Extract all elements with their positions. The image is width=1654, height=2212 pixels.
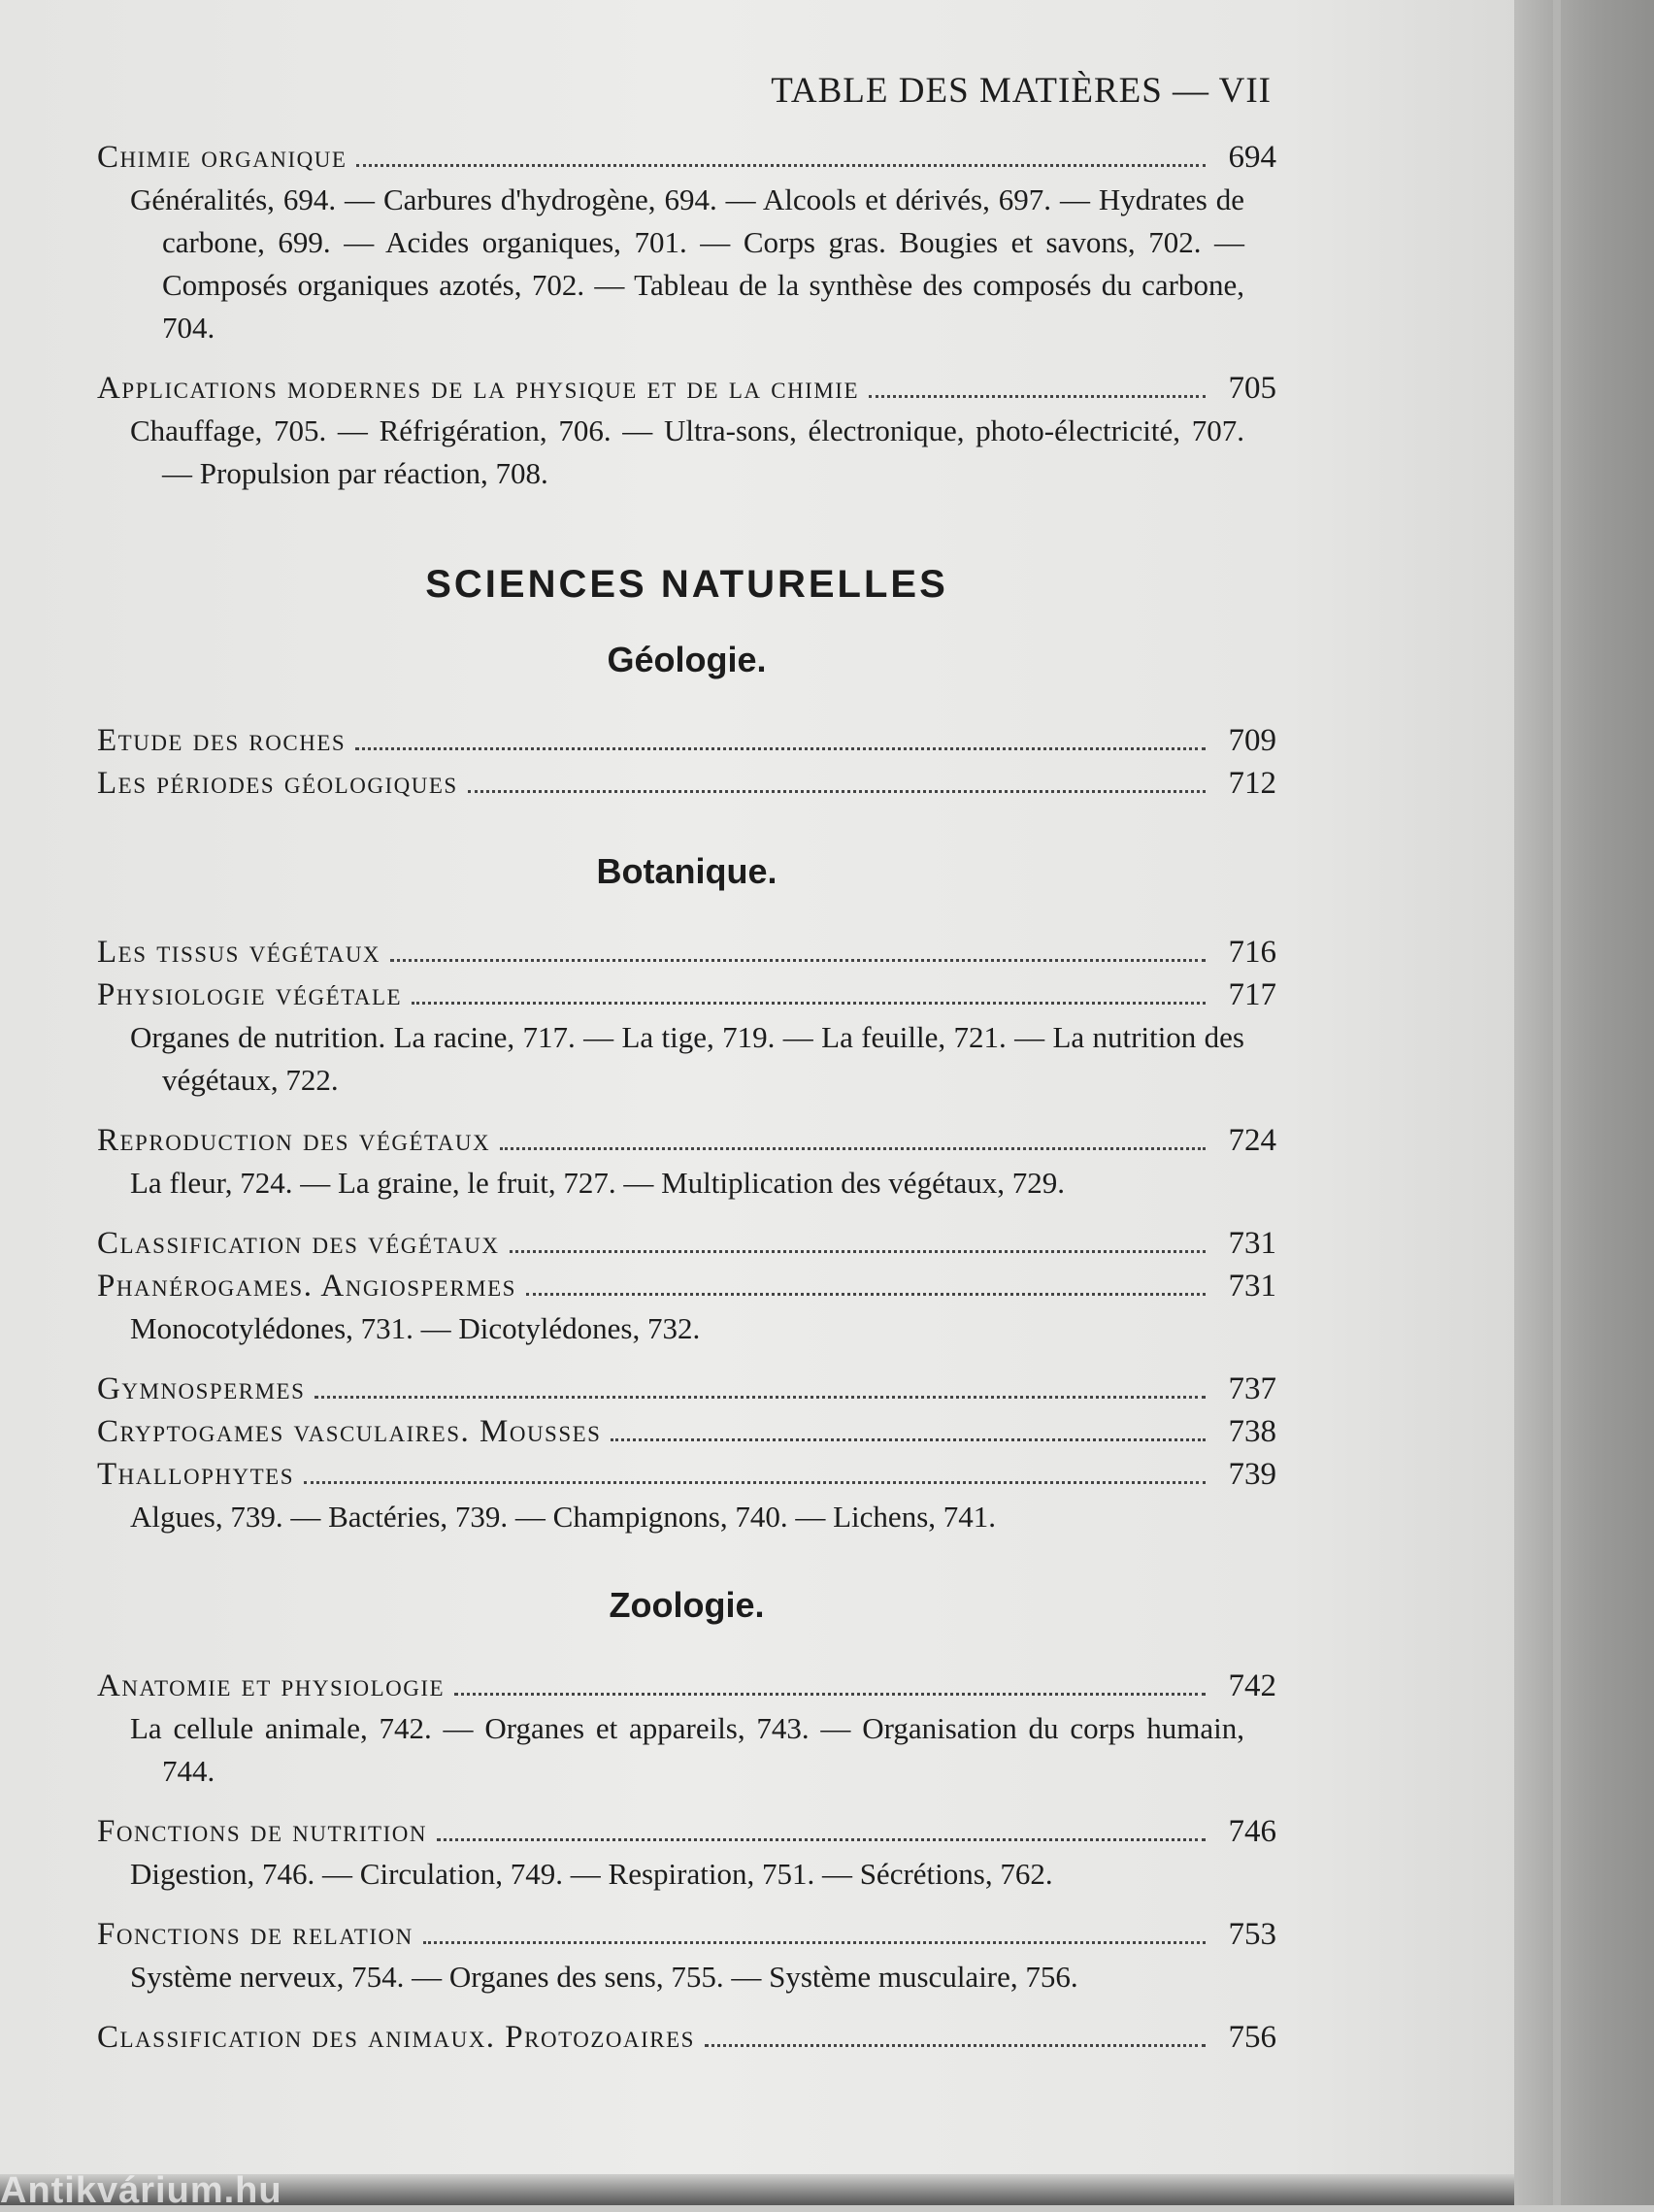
toc-entry bbox=[97, 1453, 1276, 1496]
entry-description: La fleur, 724. — La graine, le fruit, 727. — Multiplication des végétaux, 729. bbox=[130, 1166, 1065, 1200]
facing-page-edge bbox=[1514, 0, 1654, 2205]
page-number: 709 bbox=[1228, 723, 1276, 758]
page-number: 738 bbox=[1228, 1414, 1276, 1449]
dot-leader bbox=[526, 1293, 1206, 1296]
dot-leader bbox=[869, 395, 1206, 398]
table-of-contents bbox=[97, 136, 1276, 2059]
page-number: 746 bbox=[1228, 1814, 1276, 1849]
subsection-heading: Géologie. bbox=[607, 640, 767, 679]
page-number: 694 bbox=[1228, 140, 1276, 175]
page-number: 753 bbox=[1228, 1917, 1276, 1952]
toc-entry bbox=[97, 1913, 1276, 1956]
entry-title: Fonctions de nutrition bbox=[97, 1814, 427, 1849]
subsection-heading: Zoologie. bbox=[609, 1585, 765, 1625]
page-number: 717 bbox=[1228, 977, 1276, 1012]
entry-title: Etude des roches bbox=[97, 723, 347, 758]
toc-entry bbox=[97, 1810, 1276, 1853]
toc-entry bbox=[97, 931, 1276, 974]
entry-title: Classification des végétaux bbox=[97, 1226, 500, 1261]
page-number: 731 bbox=[1228, 1226, 1276, 1261]
toc-entry bbox=[97, 1410, 1276, 1453]
entry-description: Algues, 739. — Bactéries, 739. — Champignons, 740. — Lichens, 741. bbox=[130, 1500, 997, 1534]
entry-description: Système nerveux, 754. — Organes des sens, 755. — Système musculaire, 756. bbox=[130, 1960, 1078, 1994]
toc-entry bbox=[97, 1119, 1276, 1162]
page-number: 712 bbox=[1228, 766, 1276, 801]
entry-description: Généralités, 694. — Carbures d'hydrogène, 694. — Alcools et dérivés, 697. — Hydrates de carbone, 699. — Acides organiques, 701. — Corps gras. Bougies et savons, 702. — Composés organiques azotés, 702. — Tableau de la synthèse des composés du carbone, 704. bbox=[130, 182, 1244, 345]
entry-description: Organes de nutrition. La racine, 717. — La tige, 719. — La feuille, 721. — La nutrition des végétaux, 722. bbox=[130, 1020, 1244, 1097]
dot-leader bbox=[423, 1941, 1206, 1944]
entry-title: Physiologie végétale bbox=[97, 977, 403, 1012]
dot-leader bbox=[314, 1396, 1205, 1399]
page-number: 742 bbox=[1228, 1668, 1276, 1703]
entry-description: Digestion, 746. — Circulation, 749. — Respiration, 751. — Sécrétions, 762. bbox=[130, 1857, 1053, 1891]
toc-entry bbox=[97, 974, 1276, 1016]
entry-title: Chimie organique bbox=[97, 140, 347, 175]
page-fold-shadow bbox=[1553, 0, 1561, 2205]
dot-leader bbox=[355, 747, 1205, 750]
entry-title: Les tissus végétaux bbox=[97, 935, 381, 970]
running-head: TABLE DES MATIÈRES — VII bbox=[771, 71, 1272, 111]
page-number: 739 bbox=[1228, 1457, 1276, 1492]
page-number: 731 bbox=[1228, 1269, 1276, 1304]
toc-entry bbox=[97, 1265, 1276, 1307]
page-number: 705 bbox=[1228, 371, 1276, 406]
entry-title: Thallophytes bbox=[97, 1457, 294, 1492]
dot-leader bbox=[611, 1438, 1205, 1441]
entry-title: Gymnospermes bbox=[97, 1371, 306, 1406]
entry-title: Phanérogames. Angiospermes bbox=[97, 1269, 516, 1304]
entry-description: Chauffage, 705. — Réfrigération, 706. — Ultra-sons, électronique, photo-électricité, 707. — Propulsion par réaction, 708. bbox=[130, 413, 1244, 490]
page-number: 756 bbox=[1228, 2020, 1276, 2055]
toc-entry bbox=[97, 2016, 1276, 2059]
toc-entry bbox=[97, 762, 1276, 805]
toc-entry bbox=[97, 136, 1276, 179]
toc-entry bbox=[97, 1368, 1276, 1410]
toc-entry bbox=[97, 1222, 1276, 1265]
dot-leader bbox=[390, 959, 1205, 962]
dot-leader bbox=[500, 1147, 1205, 1150]
watermark: Antikvárium.hu bbox=[0, 2170, 282, 2211]
toc-entry bbox=[97, 719, 1276, 762]
entry-description: La cellule animale, 742. — Organes et appareils, 743. — Organisation du corps humain, 744. bbox=[130, 1711, 1244, 1788]
entry-title: Les périodes géologiques bbox=[97, 766, 458, 801]
subsection-heading: Botanique. bbox=[596, 851, 777, 891]
dot-leader bbox=[412, 1002, 1205, 1005]
entry-title: Classification des animaux. Protozoaires bbox=[97, 2020, 695, 2055]
page-number: 716 bbox=[1228, 935, 1276, 970]
dot-leader bbox=[705, 2044, 1206, 2047]
entry-title: Fonctions de relation bbox=[97, 1917, 414, 1952]
page-number: 724 bbox=[1228, 1123, 1276, 1158]
entry-title: Reproduction des végétaux bbox=[97, 1123, 491, 1158]
dot-leader bbox=[454, 1693, 1205, 1696]
toc-entry bbox=[97, 367, 1276, 410]
dot-leader bbox=[304, 1481, 1206, 1484]
dot-leader bbox=[510, 1250, 1206, 1253]
toc-entry bbox=[97, 1665, 1276, 1707]
dot-leader bbox=[356, 164, 1205, 167]
dot-leader bbox=[437, 1838, 1206, 1841]
section-heading: SCIENCES NATURELLES bbox=[425, 563, 948, 606]
entry-title: Anatomie et physiologie bbox=[97, 1668, 446, 1703]
dot-leader bbox=[468, 790, 1206, 793]
entry-title: Applications modernes de la physique et de la chimie bbox=[97, 371, 859, 406]
entry-title: Cryptogames vasculaires. Mousses bbox=[97, 1414, 602, 1449]
page-number: 737 bbox=[1228, 1371, 1276, 1406]
entry-description: Monocotylédones, 731. — Dicotylédones, 732. bbox=[130, 1311, 701, 1345]
